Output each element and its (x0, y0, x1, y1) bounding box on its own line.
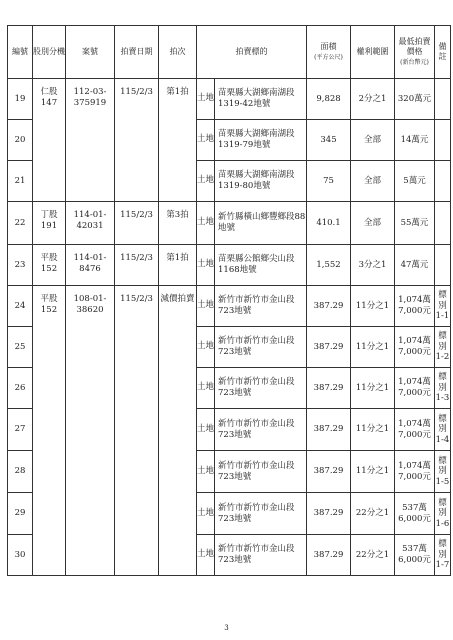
case-number: 114-01-42031 (66, 202, 115, 245)
table-body (8, 79, 451, 576)
row-number: 21 (8, 161, 33, 202)
right-range: 22分之1 (351, 535, 395, 576)
property-desc: 新竹縣橫山鄉豐鄉段88地號 (215, 202, 307, 245)
land-type: 土地 (197, 79, 215, 120)
land-type: 土地 (197, 493, 215, 535)
right-range: 全部 (351, 161, 395, 202)
header-date: 拍賣日期 (115, 26, 159, 79)
header-price-unit: (新台幣元) (400, 59, 429, 66)
remark: 標別1-1 (435, 286, 451, 327)
min-price: 537萬6,000元 (395, 535, 435, 576)
property-desc: 新竹市新竹市金山段723地號 (215, 286, 307, 327)
remark (435, 202, 451, 245)
header-case: 案號 (66, 26, 115, 79)
table-row (8, 286, 451, 327)
remark: 標別1-5 (435, 451, 451, 493)
area-value: 387.29 (307, 286, 351, 327)
right-range: 11分之1 (351, 327, 395, 368)
auction-date: 115/2/3 (115, 245, 159, 286)
property-desc: 苗栗縣公館鄉尖山段1168地號 (215, 245, 307, 286)
page-number: 3 (224, 624, 229, 632)
remark: 標別1-2 (435, 327, 451, 368)
min-price: 320萬元 (395, 79, 435, 120)
right-range: 2分之1 (351, 79, 395, 120)
right-range: 11分之1 (351, 368, 395, 409)
row-number: 23 (8, 245, 33, 286)
min-price: 14萬元 (395, 120, 435, 161)
row-number: 19 (8, 79, 33, 120)
header-round: 拍次 (159, 26, 197, 79)
row-number: 29 (8, 493, 33, 535)
case-number: 112-03-375919 (66, 79, 115, 202)
min-price: 1,074萬7,000元 (395, 286, 435, 327)
auction-date: 115/2/3 (115, 79, 159, 202)
right-range: 11分之1 (351, 286, 395, 327)
row-number: 22 (8, 202, 33, 245)
property-desc: 苗栗縣大湖鄉南湖段1319-79地號 (215, 120, 307, 161)
row-number: 30 (8, 535, 33, 576)
header-remark: 備註 (435, 26, 451, 79)
header-price (395, 26, 435, 79)
auction-round: 第1拍 (159, 79, 197, 202)
area-value: 387.29 (307, 535, 351, 576)
land-type: 土地 (197, 120, 215, 161)
area-value: 387.29 (307, 327, 351, 368)
land-type: 土地 (197, 245, 215, 286)
property-desc: 新竹市新竹市金山段723地號 (215, 535, 307, 576)
case-number: 114-01-8476 (66, 245, 115, 286)
remark: 標別1-4 (435, 409, 451, 451)
right-range: 11分之1 (351, 451, 395, 493)
property-desc: 新竹市新竹市金山段723地號 (215, 327, 307, 368)
property-desc: 新竹市新竹市金山段723地號 (215, 368, 307, 409)
area-value: 345 (307, 120, 351, 161)
property-desc: 新竹市新竹市金山段723地號 (215, 451, 307, 493)
right-range: 11分之1 (351, 409, 395, 451)
remark (435, 120, 451, 161)
auction-round: 第1拍 (159, 245, 197, 286)
row-number: 24 (8, 286, 33, 327)
land-type: 土地 (197, 409, 215, 451)
min-price: 1,074萬7,000元 (395, 368, 435, 409)
area-value: 387.29 (307, 451, 351, 493)
auction-round: 第3拍 (159, 202, 197, 245)
header-item: 拍賣標的 (197, 26, 307, 79)
remark (435, 245, 451, 286)
right-range: 22分之1 (351, 493, 395, 535)
auction-round: 減價拍賣 (159, 286, 197, 576)
remark: 標別1-7 (435, 535, 451, 576)
remark: 標別1-3 (435, 368, 451, 409)
row-number: 27 (8, 409, 33, 451)
area-value: 387.29 (307, 409, 351, 451)
property-desc: 苗栗縣大湖鄉南湖段1319-42地號 (215, 79, 307, 120)
remark: 標別1-6 (435, 493, 451, 535)
unit-cell: 平股152 (33, 286, 66, 576)
property-desc: 新竹市新竹市金山段723地號 (215, 409, 307, 451)
table-row (8, 79, 451, 120)
row-number: 20 (8, 120, 33, 161)
area-value: 387.29 (307, 493, 351, 535)
row-number: 28 (8, 451, 33, 493)
header-price-label: 最低拍賣價格 (398, 37, 431, 56)
auction-table (7, 25, 451, 576)
min-price: 1,074萬7,000元 (395, 409, 435, 451)
min-price: 1,074萬7,000元 (395, 327, 435, 368)
area-value: 9,828 (307, 79, 351, 120)
area-value: 1,552 (307, 245, 351, 286)
table-row (8, 245, 451, 286)
auction-date: 115/2/3 (115, 202, 159, 245)
min-price: 537萬6,000元 (395, 493, 435, 535)
land-type: 土地 (197, 327, 215, 368)
header-num: 編號 (8, 26, 33, 79)
unit-cell: 丁股191 (33, 202, 66, 245)
land-type: 土地 (197, 202, 215, 245)
area-value: 387.29 (307, 368, 351, 409)
case-number: 108-01-38620 (66, 286, 115, 576)
land-type: 土地 (197, 535, 215, 576)
area-value: 410.1 (307, 202, 351, 245)
auction-date: 115/2/3 (115, 286, 159, 576)
min-price: 47萬元 (395, 245, 435, 286)
land-type: 土地 (197, 451, 215, 493)
header-area-label: 面積 (320, 42, 337, 51)
table-row (8, 202, 451, 245)
land-type: 土地 (197, 368, 215, 409)
property-desc: 苗栗縣大湖鄉南湖段1319-80地號 (215, 161, 307, 202)
area-value: 75 (307, 161, 351, 202)
min-price: 55萬元 (395, 202, 435, 245)
unit-cell: 平股152 (33, 245, 66, 286)
header-row (8, 26, 451, 79)
row-number: 26 (8, 368, 33, 409)
right-range: 3分之1 (351, 245, 395, 286)
min-price: 1,074萬7,000元 (395, 451, 435, 493)
header-right: 權利範圍 (351, 26, 395, 79)
header-unit: 股別分機 (33, 26, 66, 79)
remark (435, 79, 451, 120)
property-desc: 新竹市新竹市金山段723地號 (215, 493, 307, 535)
unit-cell: 仁股147 (33, 79, 66, 202)
min-price: 5萬元 (395, 161, 435, 202)
right-range: 全部 (351, 202, 395, 245)
header-area-unit: (平方公尺) (314, 54, 343, 61)
land-type: 土地 (197, 161, 215, 202)
header-area (307, 26, 351, 79)
right-range: 全部 (351, 120, 395, 161)
land-type: 土地 (197, 286, 215, 327)
row-number: 25 (8, 327, 33, 368)
remark (435, 161, 451, 202)
